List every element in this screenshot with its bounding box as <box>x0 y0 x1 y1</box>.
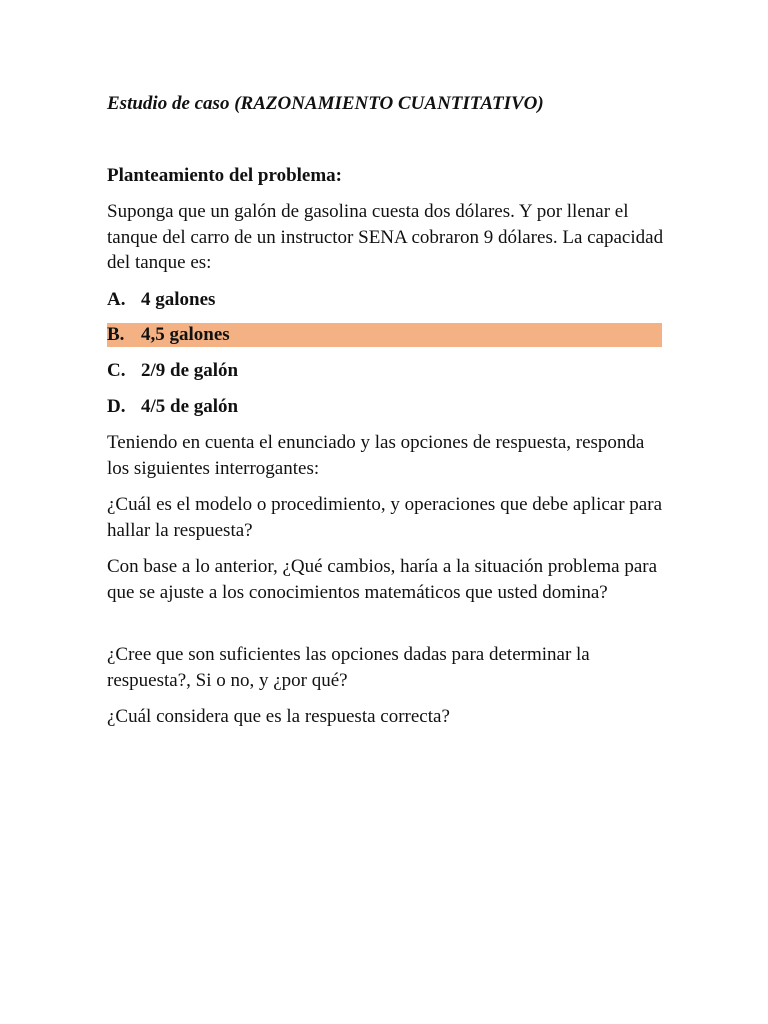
option-letter: C. <box>107 360 126 381</box>
option-letter: D. <box>107 396 126 417</box>
option-text: 4 galones <box>141 289 216 310</box>
question-3: ¿Cree que son suficientes las opciones dadas para determinar la respuesta?, Si o no, y ¿por qué? <box>107 644 590 691</box>
option-text: 4/5 de galón <box>141 396 239 417</box>
document-title: Estudio de caso (RAZONAMIENTO CUANTITATIVO) <box>107 93 544 114</box>
question-4: ¿Cuál considera que es la respuesta correcta? <box>107 706 450 727</box>
problem-heading: Planteamiento del problema: <box>107 165 343 186</box>
problem-statement: Suponga que un galón de gasolina cuesta dos dólares. Y por llenar el tanque del carro de un instructor SENA cobraron 9 dólares. La capacidad del tanque es: <box>107 201 664 273</box>
option-c <box>107 359 238 383</box>
option-d <box>107 395 238 419</box>
question-1: ¿Cuál es el modelo o procedimiento, y operaciones que debe aplicar para hallar la respuesta? <box>107 494 662 541</box>
question-2: Con base a lo anterior, ¿Qué cambios, haría a la situación problema para que se ajuste a los conocimientos matemáticos que usted domina? <box>107 556 658 603</box>
option-text: 2/9 de galón <box>141 360 239 381</box>
option-letter: B. <box>107 324 125 345</box>
option-letter: A. <box>107 289 126 310</box>
option-text: 4,5 galones <box>141 324 230 345</box>
option-b-highlighted <box>107 323 662 347</box>
instructions-paragraph: Teniendo en cuenta el enunciado y las opciones de respuesta, responda los siguientes interrogantes: <box>107 432 645 479</box>
option-a <box>107 288 215 312</box>
